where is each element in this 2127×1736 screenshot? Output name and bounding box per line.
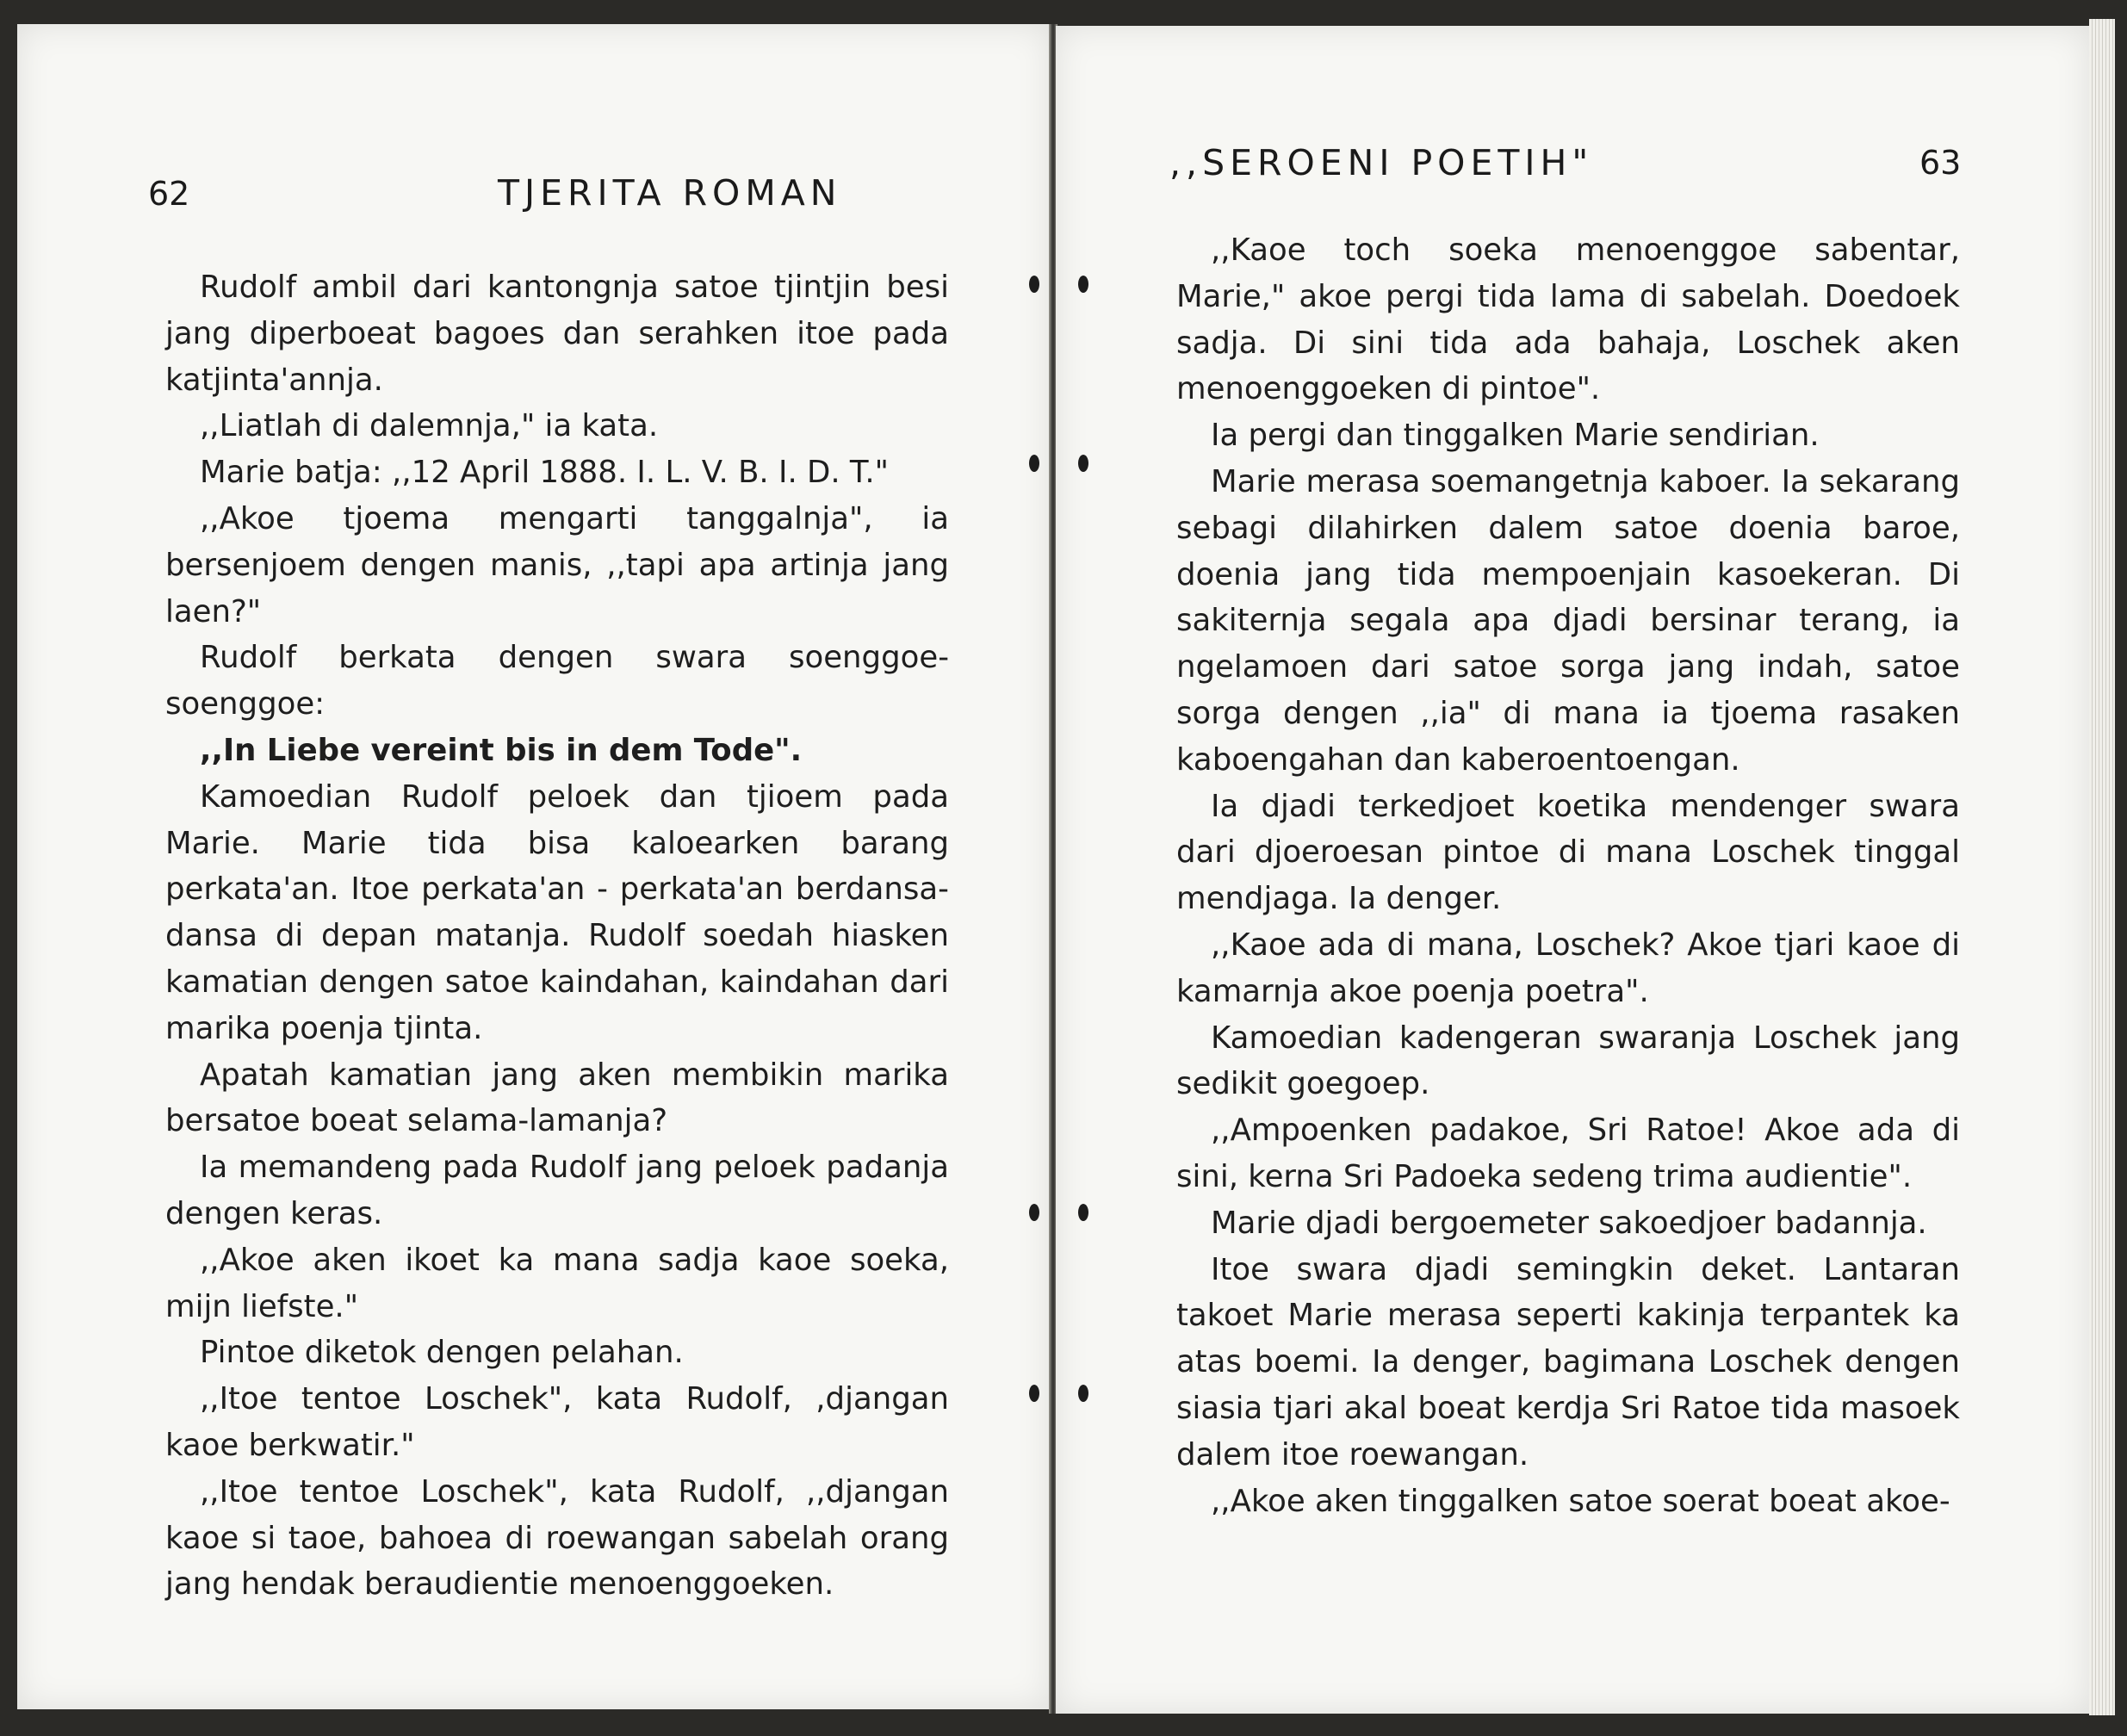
paragraph: Itoe swara djadi semingkin deket. Lantaran takoet Marie merasa seperti kakinja terpantek ka atas boemi. Ia denger, bagimana Loschek dengen siasia tjari akal boeat kerdja Sri Ratoe tida masoek dalem itoe roewangan.: [1176, 1251, 1960, 1472]
paragraph: ,,Ampoenken padakoe, Sri Ratoe! Akoe ada di sini, kerna Sri Padoeka sedeng trima audientie".: [1176, 1113, 1960, 1194]
paragraph: ,,Akoe tjoema mengarti tanggalnja", ia bersenjoem dengen manis, ,,tapi apa artinja jang laen?": [165, 500, 949, 629]
binding-hole: [1078, 1385, 1088, 1402]
paragraph: Ia pergi dan tinggalken Marie sendirian.: [1211, 418, 1820, 454]
binding-hole: [1029, 276, 1039, 293]
running-header-right: ,,SEROENI POETIH": [1169, 142, 1594, 183]
paragraph: ,,Liatlah di dalemnja," ia kata.: [200, 408, 659, 444]
page-edges: [2089, 19, 2115, 1715]
paragraph: Kamoedian Rudolf peloek dan tjioem pada Marie. Marie tida bisa kaloearken barang perkata'an. Itoe perkata'an - perkata'an berdansa-dansa di depan matanja. Rudolf soedah hiasken kamatian dengen satoe kaindahan, kaindahan dari marika poenja tjinta.: [165, 778, 949, 1046]
right-page: [1056, 26, 2089, 1714]
binding-hole: [1029, 1204, 1039, 1221]
left-body-text: [165, 264, 949, 1608]
paragraph: Apatah kamatian jang aken membikin marika bersatoe boeat selama-lamanja?: [165, 1057, 949, 1139]
binding-hole: [1078, 455, 1088, 472]
binding-hole: [1078, 1204, 1088, 1221]
paragraph: Marie merasa soemangetnja kaboer. Ia sekarang sebagi dilahirken dalem satoe doenia baroe, doenia jang tida mempoenjain kasoekeran. Di sakiternja segala apa djadi bersinar terang, ia ngelamoen dari satoe sorga jang indah, satoe sorga dengen ,,ia" di mana ia tjoema rasaken kaboengahan dan kaberoentoengan.: [1176, 463, 1960, 778]
binding-hole: [1029, 455, 1039, 472]
page-number-left: 62: [148, 175, 190, 213]
paragraph: ,,In Liebe vereint bis in dem Tode".: [200, 732, 803, 768]
page-number-right: 63: [1919, 144, 1962, 182]
paragraph: ,,Kaoe toch soeka menoenggoe sabentar, Marie," akoe pergi tida lama di sabelah. Doedoek sadja. Di sini tida ada bahaja, Loschek aken menoenggoeken di pintoe".: [1176, 232, 1960, 407]
paragraph: ,,Akoe aken tinggalken satoe soerat boeat akoe-: [1211, 1483, 1950, 1519]
paragraph: Ia djadi terkedjoet koetika mendenger swara dari djoeroesan pintoe di mana Loschek tinggal mendjaga. Ia denger.: [1176, 788, 1960, 917]
paragraph: Marie djadi bergoemeter sakoedjoer badannja.: [1211, 1205, 1927, 1241]
paragraph: ,,Kaoe ada di mana, Loschek? Akoe tjari kaoe di kamarnja akoe poenja poetra".: [1176, 927, 1960, 1009]
paragraph: Marie batja: ,,12 April 1888. I. L. V. B. I. D. T.": [200, 455, 890, 491]
binding-hole: [1029, 1385, 1039, 1402]
paragraph: Pintoe diketok dengen pelahan.: [200, 1335, 684, 1371]
paragraph: Rudolf ambil dari kantongnja satoe tjintjin besi jang diperboeat bagoes dan serahken itoe pada katjinta'annja.: [165, 270, 949, 398]
paragraph: ,,Akoe aken ikoet ka mana sadja kaoe soeka, mijn liefste.": [165, 1242, 949, 1324]
paragraph: ,,Itoe tentoe Loschek", kata Rudolf, ,,djangan kaoe si taoe, bahoea di roewangan sabelah orang jang hendak beraudientie menoenggoeken.: [165, 1473, 949, 1603]
paragraph: ,,Itoe tentoe Loschek", kata Rudolf, ,djangan kaoe berkwatir.": [165, 1381, 949, 1463]
paragraph: Kamoedian kadengeran swaranja Loschek jang sedikit goegoep.: [1176, 1020, 1960, 1102]
running-header-left: TJERITA ROMAN: [498, 172, 842, 214]
binding-hole: [1078, 276, 1088, 293]
paragraph: Ia memandeng pada Rudolf jang peloek padanja dengen keras.: [165, 1150, 949, 1231]
right-body-text: [1176, 227, 1960, 1524]
paragraph: Rudolf berkata dengen swara soenggoe-soenggoe:: [165, 640, 949, 722]
left-page: [17, 24, 1051, 1709]
